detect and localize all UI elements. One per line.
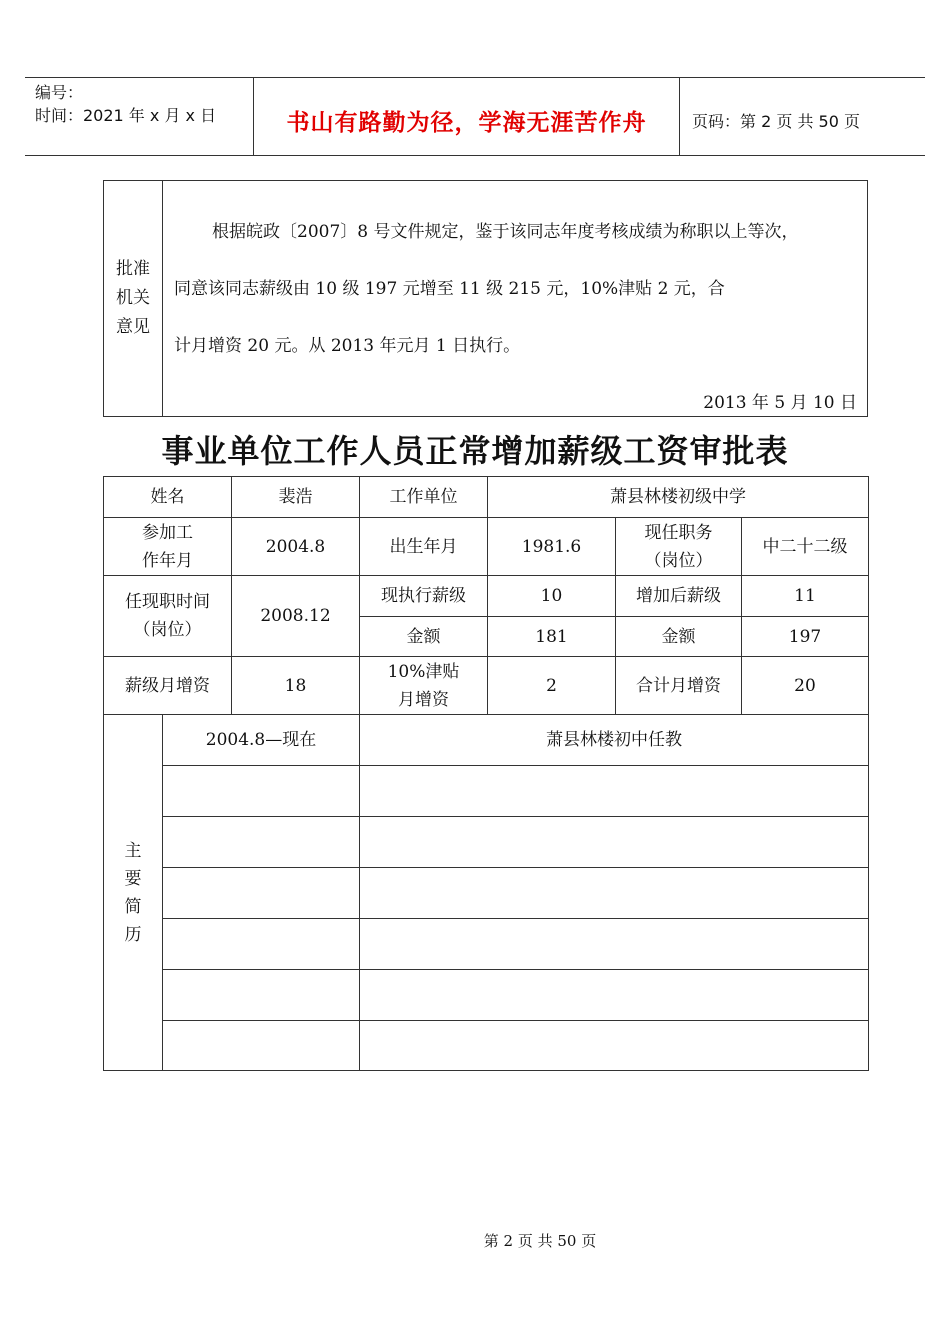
resume-description: 萧县林楼初中任教 bbox=[359, 714, 869, 766]
resume-label-char: 简 bbox=[124, 896, 142, 917]
document-number-label: 编号： bbox=[35, 83, 84, 102]
approval-text-line-3: 计月增资 20 元。从 2013 年元月 1 日执行。 bbox=[174, 336, 521, 356]
resume-description bbox=[359, 867, 869, 919]
resume-description bbox=[359, 969, 869, 1021]
resume-description bbox=[359, 765, 869, 817]
resume-description bbox=[359, 816, 869, 868]
resume-label-char: 历 bbox=[124, 924, 142, 945]
approval-date: 2013 年 5 月 10 日 bbox=[703, 393, 857, 413]
resume-description bbox=[359, 1020, 869, 1071]
birth-date-value: 1981.6 bbox=[487, 517, 616, 576]
approval-opinion-box bbox=[103, 180, 868, 417]
current-amount-label: 金额 bbox=[359, 616, 488, 657]
name-value: 裴浩 bbox=[231, 476, 360, 518]
approval-label-line: 批准 bbox=[116, 259, 150, 279]
header-page-cell bbox=[680, 78, 925, 155]
page-info: 页码：第 2 页 共 50 页 bbox=[692, 112, 860, 131]
resume-period bbox=[162, 867, 360, 919]
motto: 书山有路勤为径，学海无涯苦作舟 bbox=[286, 109, 647, 136]
resume-period bbox=[162, 765, 360, 817]
form-title: 事业单位工作人员正常增加薪级工资审批表 bbox=[161, 432, 789, 470]
resume-period bbox=[162, 816, 360, 868]
birth-date-label: 出生年月 bbox=[359, 517, 488, 576]
name-label: 姓名 bbox=[103, 476, 232, 518]
tenure-label: 任现职时间（岗位） bbox=[103, 575, 232, 657]
join-date-value: 2004.8 bbox=[231, 517, 360, 576]
document-time: 时间：2021 年 x 月 x 日 bbox=[35, 106, 217, 125]
allowance-increase-label: 10%津贴月增资 bbox=[359, 656, 488, 715]
page-footer: 第 2 页 共 50 页 bbox=[483, 1232, 597, 1250]
document-header bbox=[25, 77, 925, 156]
tenure-value: 2008.12 bbox=[231, 575, 360, 657]
resume-period: 2004.8—现在 bbox=[162, 714, 360, 766]
resume-label bbox=[123, 837, 143, 949]
total-increase-label: 合计月增资 bbox=[615, 656, 742, 715]
join-date-label: 参加工作年月 bbox=[103, 517, 232, 576]
unit-label: 工作单位 bbox=[359, 476, 488, 518]
current-grade-label: 现执行薪级 bbox=[359, 575, 488, 617]
approval-label bbox=[113, 255, 153, 342]
current-amount-value: 181 bbox=[487, 616, 616, 657]
approval-label-cell bbox=[104, 181, 163, 416]
resume-description bbox=[359, 918, 869, 970]
resume-period bbox=[162, 918, 360, 970]
approval-label-line: 机关 bbox=[116, 288, 150, 308]
current-grade-value: 10 bbox=[487, 575, 616, 617]
approval-text-line-2: 同意该同志薪级由 10 级 197 元增至 11 级 215 元，10%津贴 2 元，合 bbox=[174, 279, 725, 299]
grade-increase-value: 18 bbox=[231, 656, 360, 715]
new-amount-value: 197 bbox=[741, 616, 869, 657]
new-grade-value: 11 bbox=[741, 575, 869, 617]
total-increase-value: 20 bbox=[741, 656, 869, 715]
post-value: 中二十二级 bbox=[741, 517, 869, 576]
resume-period bbox=[162, 969, 360, 1021]
approval-label-line: 意见 bbox=[116, 317, 150, 337]
header-motto-cell bbox=[254, 78, 680, 155]
resume-label-char: 主 bbox=[124, 840, 142, 861]
allowance-increase-value: 2 bbox=[487, 656, 616, 715]
new-grade-label: 增加后薪级 bbox=[615, 575, 742, 617]
resume-label-char: 要 bbox=[124, 868, 142, 889]
post-label: 现任职务（岗位） bbox=[615, 517, 742, 576]
grade-increase-label: 薪级月增资 bbox=[103, 656, 232, 715]
unit-value: 萧县林楼初级中学 bbox=[487, 476, 869, 518]
header-meta-cell bbox=[25, 78, 254, 155]
new-amount-label: 金额 bbox=[615, 616, 742, 657]
resume-period bbox=[162, 1020, 360, 1071]
resume-label-cell bbox=[103, 714, 163, 1071]
approval-text-line-1: 根据皖政〔2007〕8 号文件规定，鉴于该同志年度考核成绩为称职以上等次， bbox=[212, 222, 799, 242]
